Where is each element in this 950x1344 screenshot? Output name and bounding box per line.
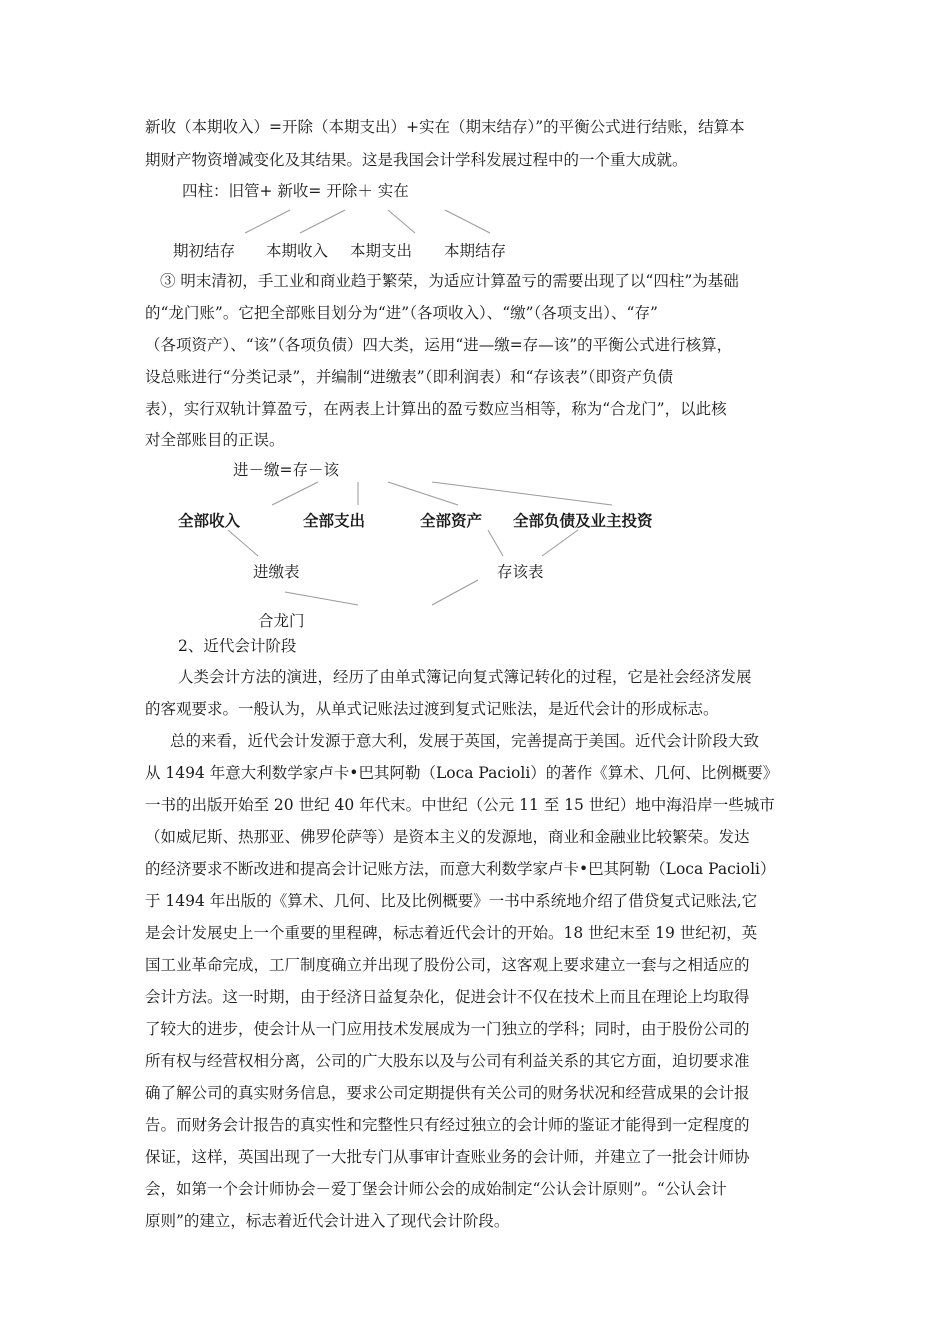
longmen-formula: 进－缴=存－该 [233,461,339,479]
text-line: （如威尼斯、热那亚、佛罗伦萨等）是资本主义的发源地，商业和金融业比较繁荣。发达 [145,828,750,846]
text-line: 确了解公司的真实财务信息，要求公司定期提供有关公司的财务状况和经营成果的会计报 [145,1084,750,1102]
sizhu-label: 本期收入 [266,242,329,260]
text-line: 设总账进行“分类记录”，并编制“进缴表”（即利润表）和“存该表”（即资产负债 [145,368,674,386]
sizhu-label: 本期结存 [444,242,507,260]
text-line: 表），实行双轨计算盈亏，在两表上计算出的盈亏数应当相等，称为“合龙门”，以此核 [145,400,727,418]
longmen-category: 全部资产 [420,512,483,530]
sizhu-formula: 四柱：旧管+ 新收= 开除＋ 实在 [182,182,409,200]
text-line: 总的来看，近代会计发源于意大利，发展于英国，完善提高于美国。近代会计阶段大致 [170,732,760,750]
sizhu-label: 期初结存 [173,242,236,260]
text-line: 的经济要求不断改进和提高会计记账方法，而意大利数学家卢卡•巴其阿勒（Loca Pacioli） [145,860,776,878]
connector-line [228,530,258,556]
text-line: 期财产物资增减变化及其结果。这是我国会计学科发展过程中的一个重大成就。 [145,151,688,169]
connector-line [388,210,415,233]
text-line: 是会计发展史上一个重要的里程碑，标志着近代会计的开始。18 世纪末至 19 世纪初，英 [145,924,758,942]
connector-line [285,592,358,605]
text-line: 国工业革命完成，工厂制度确立并出现了股份公司，这客观上要求建立一套与之相适应的 [145,956,750,974]
text-line: 新收（本期收入）=开除（本期支出）+实在（期末结存）”的平衡公式进行结账，结算本 [145,118,745,136]
text-line: 的“龙门账”。它把全部账目划分为“进”（各项收入）、“缴”（各项支出）、“存” [145,304,658,322]
text-line: 会计方法。这一时期，由于经济日益复杂化，促进会计不仅在技术上而且在理论上均取得 [145,988,750,1006]
text-line: 从 1494 年意大利数学家卢卡•巴其阿勒（Loca Pacioli）的著作《算术、几何、比例概要》 [145,764,779,782]
connector-line [432,580,478,605]
connector-line [388,482,458,505]
text-line: 原则”的建立，标志着近代会计进入了现代会计阶段。 [145,1212,510,1230]
connector-line [272,482,318,505]
connector-line [445,210,490,233]
connector-line [488,530,503,556]
text-line: 告。而财务会计报告的真实性和完整性只有经过独立的会计师的鉴证才能得到一定程度的 [145,1116,750,1134]
text-line: （各项资产）、“该”（各项负债）四大类，运用“进—缴=存—该”的平衡公式进行核算， [145,336,733,354]
longmen-table: 存该表 [497,563,544,581]
text-line: 一书的出版开始至 20 世纪 40 年代末。中世纪（公元 11 至 15 世纪）地中海沿岸一些城市 [145,796,775,814]
longmen-table: 进缴表 [253,563,300,581]
connector-line [245,210,290,233]
connector-line [542,530,578,556]
text-line: 会，如第一个会计师协会－爱丁堡会计师公会的成始制定“公认会计原则”。“公认会计 [145,1180,727,1198]
longmen-result: 合龙门 [258,612,305,630]
connector-line [300,210,345,233]
text-line: 的客观要求。一般认为，从单式记账法过渡到复式记账法，是近代会计的形成标志。 [145,700,719,718]
text-line: 所有权与经营权相分离，公司的广大股东以及与公司有利益关系的其它方面，迫切要求准 [145,1052,750,1070]
text-line: 了较大的进步，使会计从一门应用技术发展成为一门独立的学科；同时，由于股份公司的 [145,1020,750,1038]
connector-line [432,482,612,505]
text-line: 于 1494 年出版的《算术、几何、比及比例概要》一书中系统地介绍了借贷复式记账法,它 [145,892,758,910]
longmen-category: 全部负债及业主投资 [513,512,653,530]
sizhu-label: 本期支出 [350,242,413,260]
text-line: ③ 明末清初，手工业和商业趋于繁荣，为适应计算盈亏的需要出现了以“四柱”为基础 [160,272,739,290]
longmen-category: 全部收入 [178,512,241,530]
text-line: 人类会计方法的演进，经历了由单式簿记向复式簿记转化的过程，它是社会经济发展 [178,668,752,686]
text-line: 对全部账目的正误。 [145,431,285,449]
section-heading: 2、近代会计阶段 [178,637,297,655]
longmen-category: 全部支出 [303,512,366,530]
text-line: 保证，这样，英国出现了一大批专门从事审计查账业务的会计师，并建立了一批会计师协 [145,1148,750,1166]
